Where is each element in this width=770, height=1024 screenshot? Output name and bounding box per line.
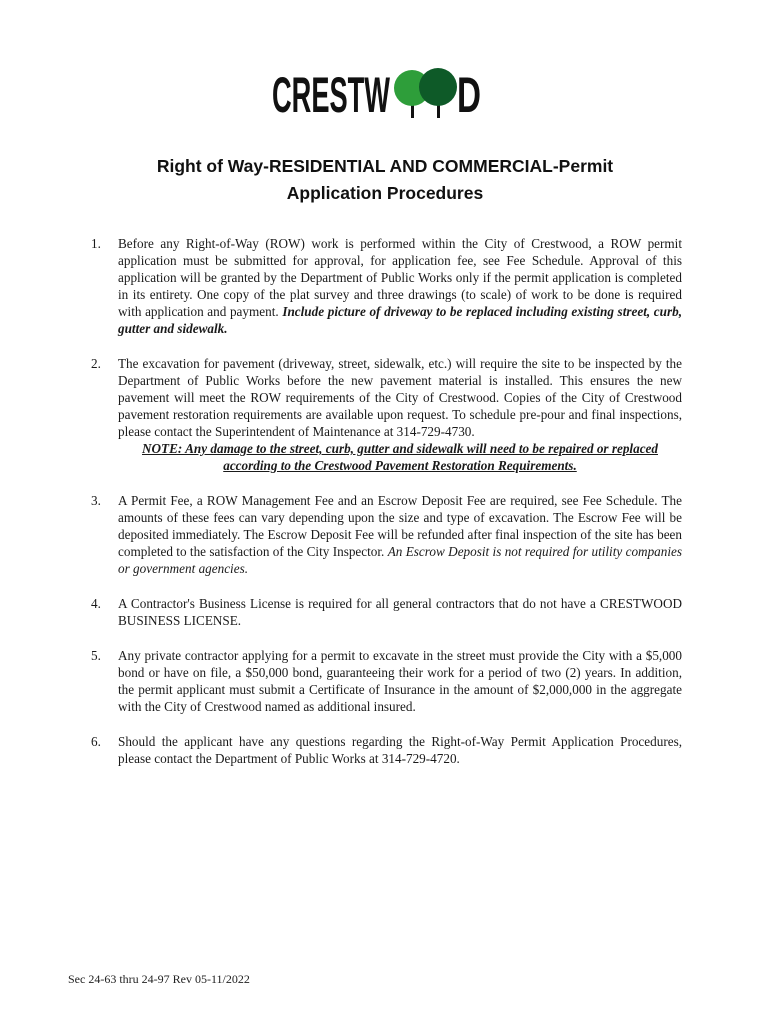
item-text: Before any Right-of-Way (ROW) work is performed within the City of Crestwood, a ROW permit application must be submitted for approval, for application fee, see Fee Schedule. Approval of this application will be granted by the Department of Public Works only if the permit application is completed in its entirety. One copy of the plat survey and three drawings (to scale) of work to be done is required with application and payment. [118, 236, 682, 319]
list-item [82, 647, 682, 715]
item-text: A Permit Fee, a ROW Management Fee and an Escrow Deposit Fee are required, see Fee Schedule. The amounts of these fees can vary depending upon the size and type of excavation. The Escrow Fee will be deposited immediately. The Escrow Deposit Fee will be refunded after final inspection of the site has been completed to the satisfaction of the City Inspector. [118, 493, 682, 559]
item-number: 6. [91, 734, 101, 749]
crestwood-logo [272, 66, 482, 122]
item-number: 3. [91, 493, 101, 508]
footer-revision: Sec 24-63 thru 24-97 Rev 05-11/2022 [68, 972, 250, 986]
list-item [82, 235, 682, 337]
item-number: 2. [91, 356, 101, 371]
item-note: NOTE: Any damage to the street, curb, gutter and sidewalk will need to be repaired or replaced according to the Crestwood Pavement Restoration Requirements. [142, 441, 658, 473]
item-emphasis: Include picture of driveway to be replaced including existing street, curb, gutter and sidewalk. [118, 304, 682, 336]
svg-text:CRESTW: CRESTW [272, 67, 391, 122]
item-text: The excavation for pavement (driveway, street, sidewalk, etc.) will require the site to be inspected by the Department of Public Works before the new pavement material is installed. This ensures the new pavement will meet the ROW requirements of the City of Crestwood. Copies of the City of Crestwood pavement restoration requirements are available upon request. To schedule pre-pour and final inspections, please contact the Superintendent of Maintenance at 314-729-4730. [118, 356, 682, 439]
list-item [82, 595, 682, 629]
list-item [82, 355, 682, 474]
list-item [82, 733, 682, 767]
crestwood-logo-graphic [272, 66, 482, 122]
procedure-list [82, 235, 682, 785]
document-title [60, 153, 710, 207]
item-number: 4. [91, 596, 101, 611]
item-text: Should the applicant have any questions regarding the Right-of-Way Permit Application Procedures, please contact the Department of Public Works at 314-729-4720. [118, 734, 682, 766]
item-text: Any private contractor applying for a permit to excavate in the street must provide the City with a $5,000 bond or have on file, a $50,000 bond, guaranteeing their work for a period of two (2) years. In addition, the permit applicant must submit a Certificate of Insurance in the amount of $2,000,000 in the aggregate with the City of Crestwood named as additional insured. [118, 648, 682, 714]
item-italic-note: An Escrow Deposit is not required for utility companies or government agencies. [118, 544, 683, 576]
item-number: 1. [91, 236, 101, 251]
title-line-1: Right of Way-RESIDENTIAL AND COMMERCIAL-Permit [156, 156, 614, 176]
svg-text:D: D [457, 67, 481, 122]
title-line-2: Application Procedures [286, 183, 484, 203]
item-text: A Contractor's Business License is required for all general contractors that do not have a CRESTWOOD BUSINESS LICENSE. [118, 596, 682, 628]
item-number: 5. [91, 648, 101, 663]
list-item [82, 492, 682, 577]
